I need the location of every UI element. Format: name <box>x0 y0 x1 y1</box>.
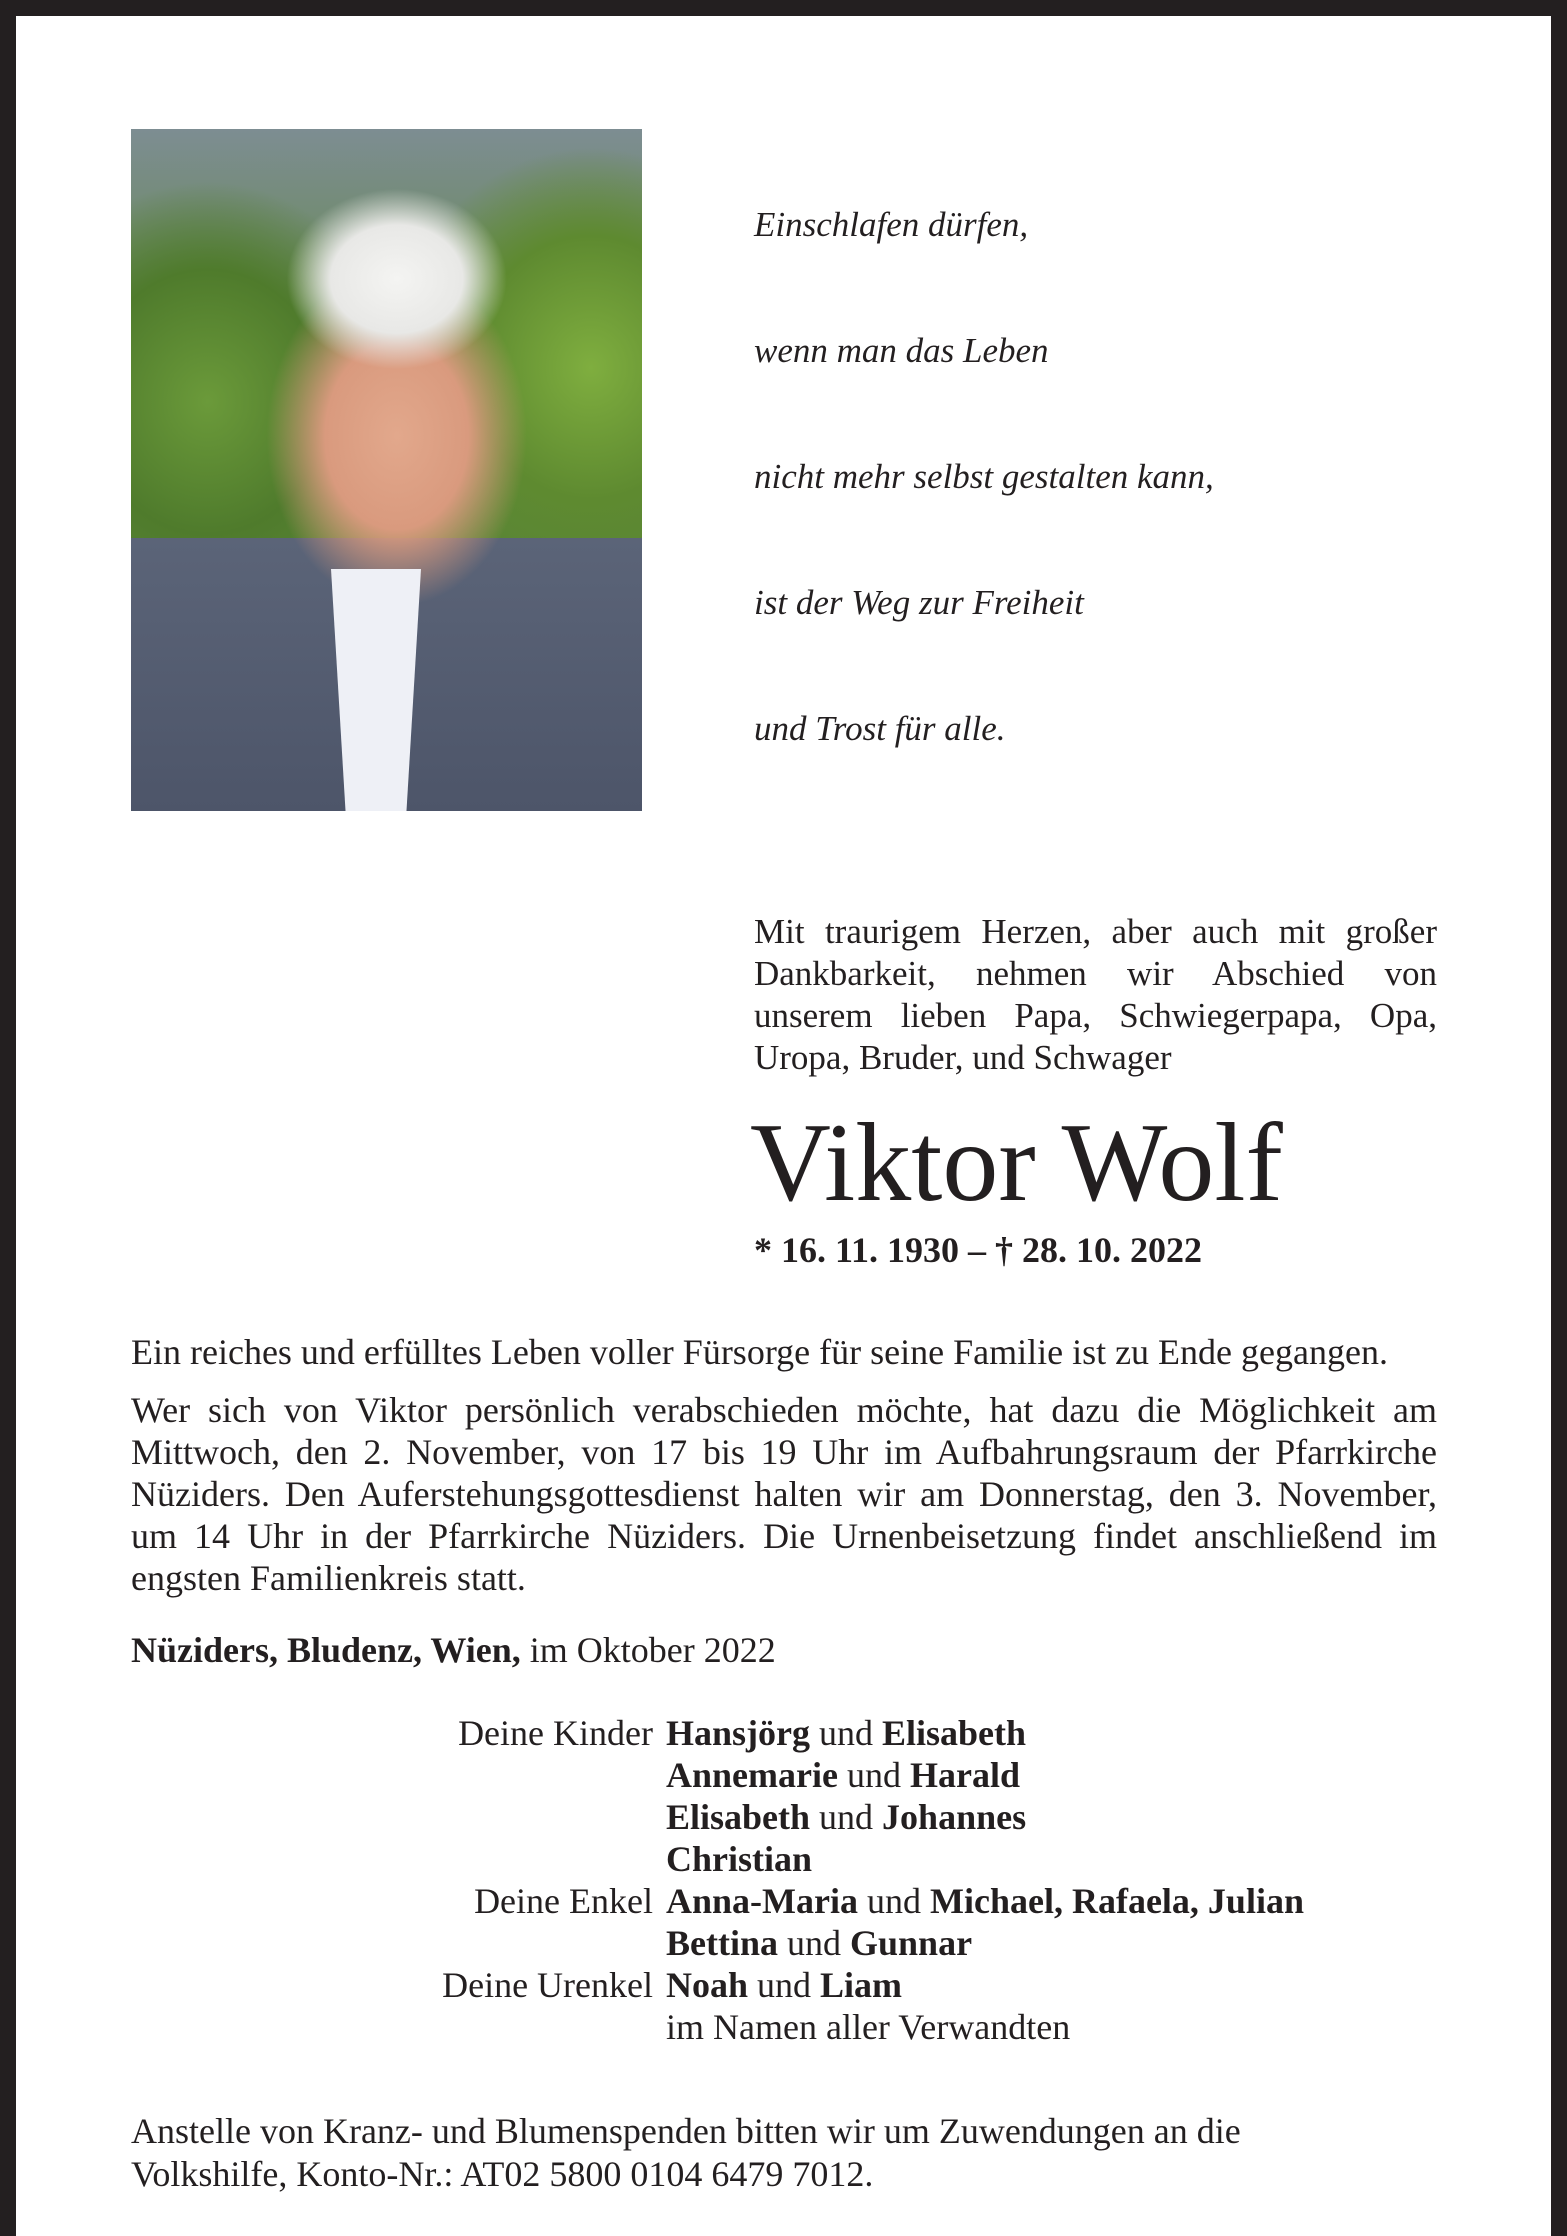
family-name: Michael, Rafaela, Julian <box>930 1881 1304 1921</box>
photo-shirt <box>301 569 451 811</box>
family-name: Annemarie <box>666 1755 838 1795</box>
und: und <box>819 1797 874 1837</box>
family-list <box>131 1712 1437 2048</box>
poem-line: nicht mehr selbst gestalten kann, <box>754 457 1214 496</box>
family-row <box>131 1964 1437 2006</box>
family-names <box>666 1796 1437 1838</box>
family-label: Deine Kinder <box>458 1713 653 1753</box>
family-label-spacer <box>131 1838 666 1880</box>
family-label: Deine Urenkel <box>442 1965 653 2005</box>
family-row <box>131 1880 1437 1922</box>
intro-text: Mit traurigem Herzen, aber auch mit großer Dankbarkeit, nehmen wir Abschied von unserem lieben Papa, Schwiegerpapa, Opa, Uropa, Bruder, und Schwager <box>754 912 1437 1077</box>
body-paragraph: Wer sich von Viktor persönlich verabschieden möchte, hat dazu die Möglichkeit am Mittwoch, den 2. November, von 17 bis 19 Uhr im Aufbahrungsraum der Pfarrkirche Nüziders. Den Auferstehungsgottesdienst halten wir am Donnerstag, den 3. November, um 14 Uhr in der Pfarrkirche Nüziders. Die Urnenbeisetzung findet anschließend im engsten Familienkreis statt. <box>131 1390 1437 1598</box>
family-name: Harald <box>909 1755 1020 1795</box>
family-row <box>131 1754 1437 1796</box>
body-paragraph: Ein reiches und erfülltes Leben voller Fürsorge für seine Familie ist zu Ende gegangen. <box>131 1332 1388 1372</box>
family-row <box>131 2006 1437 2048</box>
family-row <box>131 1796 1437 1838</box>
portrait-photo <box>131 129 642 811</box>
family-name: Gunnar <box>850 1923 973 1963</box>
donation-line: Volkshilfe, Konto-Nr.: AT02 5800 0104 6479 7012. <box>131 2154 874 2194</box>
header-text-column <box>750 120 1437 1271</box>
family-names <box>666 1880 1437 1922</box>
donation-note <box>131 2110 1437 2196</box>
und: und <box>787 1923 841 1963</box>
family-name: Noah <box>666 1965 749 2005</box>
und: und <box>757 1965 812 2005</box>
family-names <box>666 1838 1437 1880</box>
und: und <box>867 1881 921 1921</box>
family-closing: im Namen aller Verwandten <box>666 2007 1071 2047</box>
family-name: Hansjörg <box>666 1713 810 1753</box>
und: und <box>846 1755 901 1795</box>
family-label-spacer <box>131 2006 666 2048</box>
family-label-spacer <box>131 1922 666 1964</box>
deceased-name: Viktor Wolf <box>750 1101 1283 1225</box>
body-text <box>131 1331 1437 1599</box>
family-name: Liam <box>820 1965 903 2005</box>
family-names <box>666 1754 1437 1796</box>
family-row <box>131 1922 1437 1964</box>
family-row <box>131 1712 1437 1754</box>
family-label: Deine Enkel <box>474 1881 653 1921</box>
poem <box>754 120 1437 834</box>
family-name: Bettina <box>666 1923 778 1963</box>
family-name: Anna-Maria <box>666 1881 858 1921</box>
family-label-spacer <box>131 1754 666 1796</box>
places: Nüziders, Bludenz, Wien, <box>131 1630 521 1670</box>
donation-line: Anstelle von Kranz- und Blumenspenden bitten wir um Zuwendungen an die <box>131 2111 1241 2151</box>
family-name: Johannes <box>882 1797 1027 1837</box>
family-name: Christian <box>666 1839 813 1879</box>
poem-line: wenn man das Leben <box>754 331 1049 370</box>
obituary-page <box>16 16 1551 2236</box>
poem-line: Einschlafen dürfen, <box>754 205 1029 244</box>
family-name: Elisabeth <box>666 1797 811 1837</box>
family-names <box>666 1964 1437 2006</box>
location-date: im Oktober 2022 <box>529 1630 776 1670</box>
und: und <box>819 1713 873 1753</box>
family-name: Elisabeth <box>882 1713 1027 1753</box>
family-names <box>666 1712 1437 1754</box>
poem-line: und Trost für alle. <box>754 709 1006 748</box>
family-label-spacer <box>131 1796 666 1838</box>
header-section <box>131 120 1437 1271</box>
family-row <box>131 1838 1437 1880</box>
family-names <box>666 1922 1437 1964</box>
poem-line: ist der Weg zur Freiheit <box>754 583 1084 622</box>
life-dates: * 16. 11. 1930 – † 28. 10. 2022 <box>754 1230 1203 1270</box>
location-line <box>131 1629 1437 1671</box>
